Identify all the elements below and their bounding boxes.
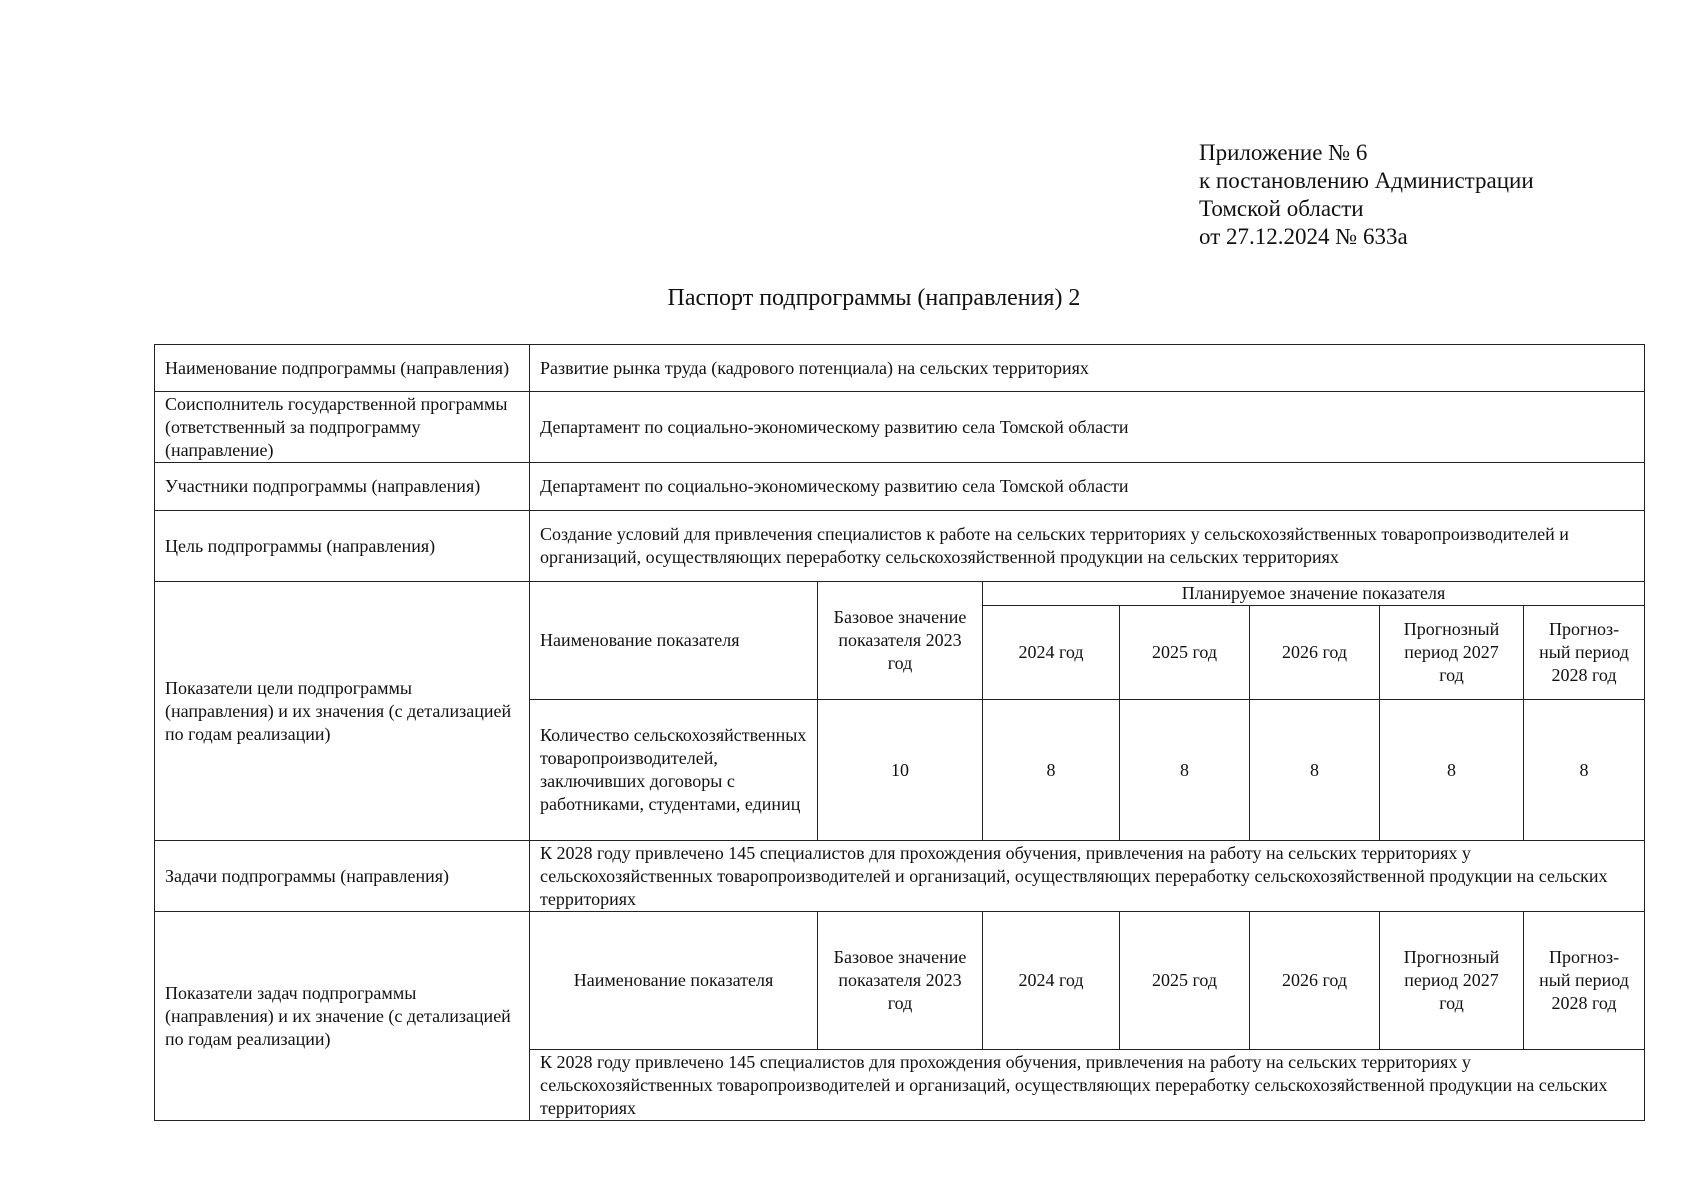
year-2026-header: 2026 год: [1250, 606, 1380, 700]
table-row: [155, 511, 1645, 582]
tasks-value: К 2028 году привлечено 145 специалистов для прохождения обучения, привлечения на работу на сельских территориях у сельскохозяйственных товаропроизводителей и организаций, осуществляющих переработку сельскохозяйственной продукции на сельских территориях: [530, 841, 1645, 912]
goal-value: Создание условий для привлечения специалистов к работе на сельских территориях у сельскохозяйственных товаропроизводителей и организаций, осуществляющих переработку сельскохозяйственной продукции на сельских территориях: [530, 511, 1645, 582]
table-row: [155, 345, 1645, 392]
name-label: Наименование подпрограммы (направления): [155, 345, 530, 392]
value-2024: 8: [983, 700, 1120, 841]
year-2028-header: Прогноз-ный период 2028 год: [1524, 606, 1645, 700]
indicator-name-header: Наименование показателя: [530, 912, 818, 1050]
indicator-name-header: Наименование показателя: [530, 582, 818, 700]
document-title: Паспорт подпрограммы (направления) 2: [667, 285, 1081, 311]
coexecutor-value: Департамент по социально-экономическому развитию села Томской области: [530, 392, 1645, 463]
goal-label: Цель подпрограммы (направления): [155, 511, 530, 582]
value-2025: 8: [1120, 700, 1250, 841]
table-row: [155, 912, 1645, 1050]
value-2026: 8: [1250, 700, 1380, 841]
appendix-line: Приложение № 6: [1199, 140, 1368, 165]
year-2025-header: 2025 год: [1120, 606, 1250, 700]
base-value-header: Базовое значение показателя 2023 год: [818, 582, 983, 700]
base-value: 10: [818, 700, 983, 841]
year-2024-header: 2024 год: [983, 606, 1120, 700]
year-2027-header: Прогнозный период 2027 год: [1380, 912, 1524, 1050]
appendix-line: от 27.12.2024 № 633а: [1199, 224, 1408, 249]
year-2025-header: 2025 год: [1120, 912, 1250, 1050]
year-2024-header: 2024 год: [983, 912, 1120, 1050]
appendix-block: [1199, 139, 1534, 251]
task-indicators-label: Показатели задач подпрограммы (направления) и их значение (с детализацией по годам реализации): [155, 912, 530, 1121]
tasks-label: Задачи подпрограммы (направления): [155, 841, 530, 912]
indicator-name: Количество сельскохозяйственных товаропроизводителей, заключивших договоры с работниками, студентами, единиц: [530, 700, 818, 841]
table-row: [155, 841, 1645, 912]
year-2027-header: Прогнозный период 2027 год: [1380, 606, 1524, 700]
table-row: [155, 463, 1645, 511]
table-row: [155, 582, 1645, 606]
participants-label: Участники подпрограммы (направления): [155, 463, 530, 511]
appendix-line: к постановлению Администрации: [1199, 168, 1534, 193]
coexecutor-label: Соисполнитель государственной программы (ответственный за подпрограмму (направление): [155, 392, 530, 463]
planned-value-header: Планируемое значение показателя: [983, 582, 1645, 606]
table-row: [155, 392, 1645, 463]
task-indicator-text: К 2028 году привлечено 145 специалистов для прохождения обучения, привлечения на работу на сельских территориях у сельскохозяйственных товаропроизводителей и организаций, осуществляющих переработку сельскохозяйственной продукции на сельских территориях: [530, 1050, 1645, 1121]
year-2028-header: Прогноз-ный период 2028 год: [1524, 912, 1645, 1050]
value-2027: 8: [1380, 700, 1524, 841]
goal-indicators-label: Показатели цели подпрограммы (направления) и их значения (с детализацией по годам реализации): [155, 582, 530, 841]
year-2026-header: 2026 год: [1250, 912, 1380, 1050]
passport-table: [154, 344, 1645, 1121]
base-value-header: Базовое значение показателя 2023 год: [818, 912, 983, 1050]
participants-value: Департамент по социально-экономическому развитию села Томской области: [530, 463, 1645, 511]
value-2028: 8: [1524, 700, 1645, 841]
appendix-line: Томской области: [1199, 196, 1364, 221]
name-value: Развитие рынка труда (кадрового потенциала) на сельских территориях: [530, 345, 1645, 392]
